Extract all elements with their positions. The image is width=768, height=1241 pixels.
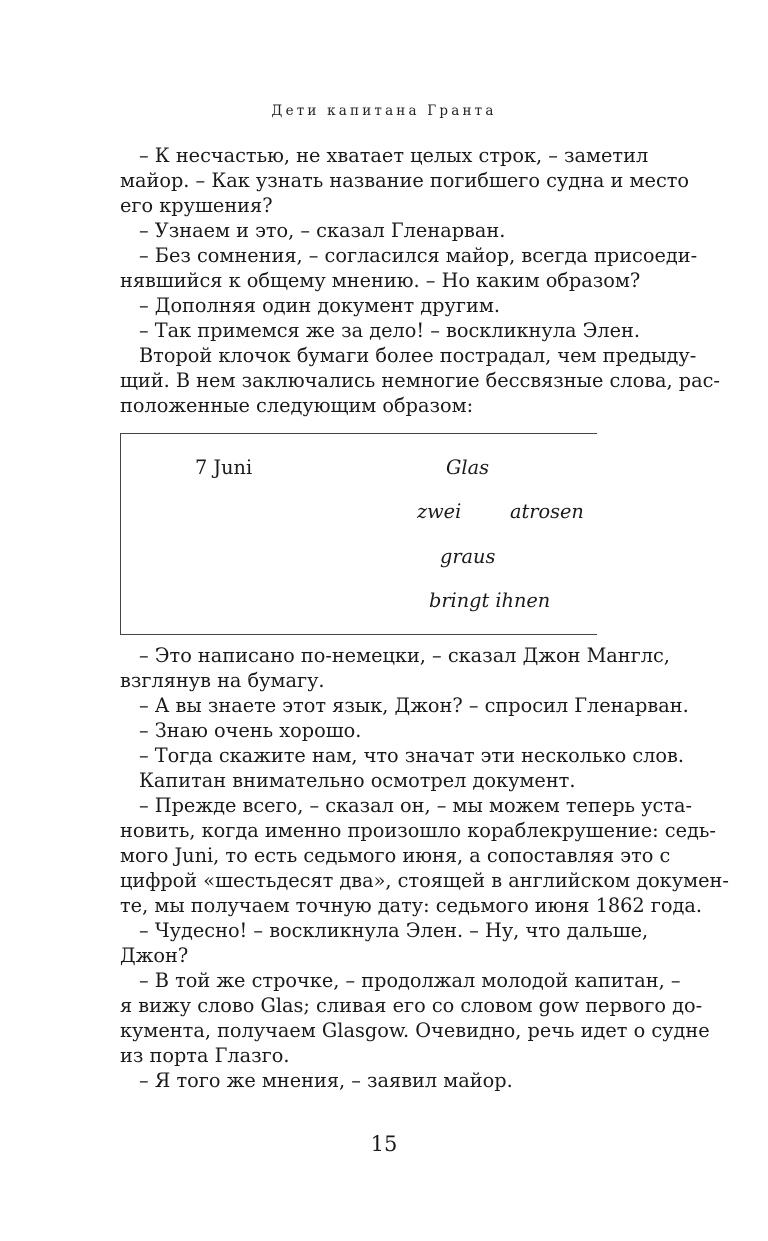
text-line: те, мы получаем точную дату: седьмого июня 1862 года. — [120, 894, 702, 917]
text-line: майор. – Как узнать название погибшего судна и место — [120, 169, 690, 192]
text-line: цифрой «шестьдесят два», стоящей в английском докумен- — [120, 869, 729, 892]
text-line: мого Juni, то есть седьмого июня, а сопоставляя это с — [120, 844, 671, 867]
text-line: нявшийся к общему мнению. – Но каким образом? — [120, 269, 641, 292]
text-line: Капитан внимательно осмотрел документ. — [139, 769, 576, 792]
document-fragment-box — [120, 433, 597, 635]
text-line: Джон? — [120, 944, 189, 967]
fragment-date: 7 Juni — [195, 456, 253, 479]
text-line: кумента, получаем Glasgow. Очевидно, речь идет о судне — [120, 1019, 710, 1042]
fragment-word-atrosen: atrosen — [510, 500, 584, 523]
text-line: – Узнаем и это, – сказал Гленарван. — [139, 219, 506, 242]
fragment-word-glas: Glas — [446, 456, 489, 479]
text-line: – Это написано по-немецки, – сказал Джон Манглс, — [139, 644, 670, 667]
text-line: – К несчастью, не хватает целых строк, – заметил — [139, 144, 649, 167]
text-line: – В той же строчке, – продолжал молодой капитан, – — [139, 969, 681, 992]
fragment-word-zwei: zwei — [417, 500, 462, 523]
running-header: Дети капитана Гранта — [271, 103, 497, 119]
text-line: его крушения? — [120, 194, 273, 217]
text-line: взглянув на бумагу. — [120, 669, 325, 692]
text-line: – Без сомнения, – согласился майор, всегда присоеди- — [139, 244, 698, 267]
text-line: – Знаю очень хорошо. — [139, 719, 362, 742]
text-line: – Тогда скажите нам, что значат эти несколько слов. — [139, 744, 684, 767]
text-line: новить, когда именно произошло кораблекрушение: седь- — [120, 819, 716, 842]
fragment-word-bringt-ihnen: bringt ihnen — [429, 589, 551, 612]
body-text-block-1 — [120, 143, 720, 418]
text-line: – Прежде всего, – сказал он, – мы можем теперь уста- — [139, 794, 692, 817]
text-line: Второй клочок бумаги более пострадал, чем предыду- — [139, 344, 697, 367]
text-line: – Так примемся же за дело! – воскликнула Элен. — [139, 319, 640, 342]
body-text-block-2 — [120, 643, 729, 1093]
text-line: я вижу слово Glas; сливая его со словом gow первого до- — [120, 994, 703, 1017]
text-line: – А вы знаете этот язык, Джон? – спросил Гленарван. — [139, 694, 689, 717]
text-line: – Я того же мнения, – заявил майор. — [139, 1069, 513, 1092]
text-line: положенные следующим образом: — [120, 394, 474, 417]
text-line: из порта Глазго. — [120, 1044, 290, 1067]
text-line: – Дополняя один документ другим. — [139, 294, 500, 317]
text-line: щий. В нем заключались немногие бессвязные слова, рас- — [120, 369, 720, 392]
fragment-word-graus: graus — [440, 545, 496, 568]
text-line: – Чудесно! – воскликнула Элен. – Ну, что дальше, — [139, 919, 649, 942]
page-number: 15 — [370, 1132, 398, 1156]
